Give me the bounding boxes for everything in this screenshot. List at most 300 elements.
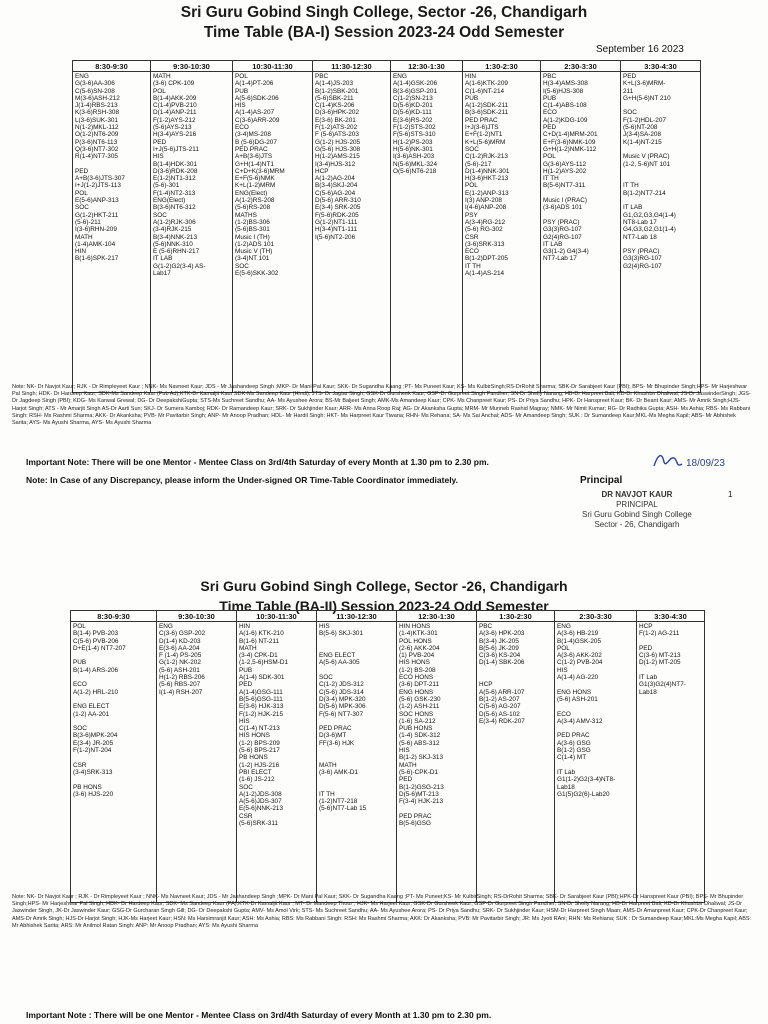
class-entry: (1-4) SDK-312 <box>399 732 441 740</box>
class-entry: E(1-2)ANP-313 <box>465 189 509 197</box>
class-entry: PUB <box>239 666 253 674</box>
class-entry: E(3-4) JR-205 <box>73 739 114 747</box>
class-entry: B(5-6)NT7-311 <box>543 182 586 190</box>
class-entry: (5-6)BS-301 <box>235 226 270 234</box>
class-entry: A(1-6) KTK-210 <box>239 630 284 638</box>
class-entry: HIN <box>465 73 477 80</box>
class-entry: PED PRAC <box>465 116 498 124</box>
class-entry: IT LAB <box>543 240 563 248</box>
class-entry: (1-2, 5-6)NT 101 <box>623 160 671 168</box>
class-entry: (5-6)-CPK-D1 <box>399 768 439 776</box>
class-entry: (5-6) ABS-312 <box>399 739 440 747</box>
class-entry: A(1-4)AS-207 <box>235 109 275 117</box>
class-entry: I+J(3-6)JTS <box>465 124 499 132</box>
class-entry: D(3-6)RDK-208 <box>153 167 198 175</box>
class-entry: POL <box>465 182 478 190</box>
class-entry <box>623 175 698 182</box>
class-entry <box>73 652 154 659</box>
signature-date: 18/09/23 <box>686 458 725 469</box>
faculty-abbreviation-note: Note: NK- Dr Navjot Kaur; RJK - Dr Rimpleyeet Kaur ; NNK- Ms Navneet Kaur; JDS - Mr Jashandeep Singh ;MKP- Dr Mani Pal Kaur; SKK- Dr Sugandha Kaang ;PT- Ms Puneet Kaur; KS- Ms KulbirSingh;RS-DrRohit Sharma; SBK-Dr Sarabjeet Kaur (PBI); BPS- Mr Bhupinder Singh;HPS- Mr Harjeshwar Pal Singh; HDK- Dr Hardeep Kaur; SDK-Ms Sandeep Kaur (Pub Ad);KTK-Dr Kamaljit Kaur SDK-Ms Sandeep Kaur (Hindi); JTS- Dr Jagtar Singh; GSK-Dr Gursheek Kaur; GSP-Dr Gurpreet Singh Pandher; SN-Dr Shelly Narang; HB-Dr Harpreet Bali; KD-Dr Khushbir Dhaliwal; JS-Dr JaswinderSingh; JGS-Dr Jagdeep Singh (PBI); KDG- Ms Kanwal Grewal; DG- Dr DeepakshiGupta; STS-Ms Suchreet Sandhu; AA- Ms Ayushee Arora; BS-Mr Baljeet Singh; AMK-Ms Amandeep Kaur; CPK- Ms Chanpreet Kaur; PS- Dr Priya Sandhu; HPK- Dr Hanspreet Kaur; BK- Dr Beant Kaur; AMS- Mr Amrik Singh;HJS-Harjot Singh; ATS - Mr Amarjit Singh AS-Dr Aarti Sun; SKJ- Dr Sumera Kamboj; RDK- Dr Ramandeep Kaur; SRK- Dr Sukhjinder Kaur; ARR- Ms Anna Roop Raj; AG- Dr Akanksha Gupta; MRM- Mr Munneb Rashid Magray; NMK- Mr Nimit Kumar; RG- Dr Radhika Gupta; ASH- Ms Ashia; RBS- Ms Rabbani Singh: RSH- Ms Rashmi Sharma; AKK- Dr Akanksha; PVB- Mr Pavitarbir Singh; ANP- Mr Anoop Pradhan; HDL- Mr Hardil Singh: HKT- Ms Harpreet Kaur Tiwana; RHN- Ms Rehana; SA- Ms Sai Anchal; ADS- Mr Amandeep Singh; SUK : Dr Sumandeep Kaur;MKL-Ms Megha Kapil; ABS- Mr Abhishek Sarita; AYS- Ms Ayushi Sharma, AYS- Ms Ayushi Sharma <box>12 384 751 427</box>
class-entry: C(1-4) MT <box>557 754 587 762</box>
class-entry: (1-4)KTK-301 <box>399 630 438 638</box>
class-entry: B(1-2)SBK-201 <box>315 87 359 95</box>
class-entry: (5-6) GSK-230 <box>399 695 441 703</box>
class-entry: 211 <box>623 87 634 95</box>
class-entry: B(5-6)GSG <box>399 820 431 828</box>
class-entry: B(1-6)SPK-217 <box>75 255 119 263</box>
class-entry <box>319 747 394 754</box>
class-entry: F(5-6)STS-310 <box>393 131 436 139</box>
class-entry: A(1-2)SDK-211 <box>465 102 509 110</box>
class-entry: E+F(5-6)NMK <box>235 175 275 183</box>
class-entry: L(3-6)SUK-301 <box>75 116 118 124</box>
class-entry: PBC <box>479 623 493 630</box>
class-entry: (1-2)BS-306 <box>235 218 270 226</box>
class-entry: (3-4)MS-208 <box>235 131 271 139</box>
class-entry: (2-6) AKK-204 <box>399 644 440 652</box>
class-entry: SOC <box>465 145 479 153</box>
class-entry: PED <box>639 644 653 652</box>
class-entry: D+E(1-4) NT7-207 <box>73 644 126 652</box>
time-slot-header: 8:30-9:30 <box>71 611 157 622</box>
class-entry: H(1-2)AYS-202 <box>543 167 587 175</box>
class-entry: A(1-2)AG-204 <box>315 175 355 183</box>
time-slot-column <box>555 622 637 903</box>
class-entry: H(3-4)AYS-216 <box>153 131 197 139</box>
class-entry: (1-2) AA-201 <box>73 710 110 718</box>
class-entry: ENG(Elect) <box>153 197 186 205</box>
class-entry: PUB <box>543 94 557 102</box>
class-entry: Lab18 <box>639 688 657 696</box>
time-slot-header: 9:30-10:30 <box>151 61 233 72</box>
class-entry: E(5-6)SKK-302 <box>235 270 279 278</box>
class-entry: H(3-4)AMS-308 <box>543 80 588 88</box>
class-entry <box>319 754 394 761</box>
time-slot-column <box>391 72 463 393</box>
class-entry: Q(3-6)NT7-302 <box>75 145 119 153</box>
class-entry: CSR <box>239 812 253 820</box>
class-entry <box>319 784 394 791</box>
class-entry: E(5-6)NNK-213 <box>239 805 284 813</box>
class-entry <box>543 212 618 219</box>
class-entry: I(1-4) RSH-207 <box>159 688 203 696</box>
class-entry <box>319 645 394 652</box>
class-entry: (3-4)NT 101 <box>235 255 270 263</box>
class-entry: PED <box>153 138 167 146</box>
time-slot-header: 3:30-4:30 <box>621 61 701 72</box>
class-entry: E+F(1-2)NT1 <box>465 131 503 139</box>
class-entry: ECO <box>557 710 571 718</box>
class-entry: HIS <box>399 747 410 755</box>
class-entry: C(1-2)RJK-213 <box>465 153 508 161</box>
class-entry <box>623 241 698 248</box>
class-entry: SOC <box>319 674 333 682</box>
class-entry <box>623 168 698 175</box>
class-entry <box>319 667 394 674</box>
class-entry: D(3-4) MPK-320 <box>319 695 366 703</box>
class-entry: (3-4)SRK-313 <box>73 768 113 776</box>
class-entry: PED PRAC <box>235 145 268 153</box>
class-entry: (5-6)SRK-311 <box>239 820 278 828</box>
class-entry: E(3-6)RS-202 <box>393 116 433 124</box>
class-entry: B(3-4)NNK-213 <box>153 233 198 241</box>
principal-stamp <box>582 490 692 530</box>
class-entry: NT7-Lab 17 <box>543 255 577 263</box>
class-entry: A(1-4)JS-203 <box>315 80 354 88</box>
class-entry: B(3-6)GSP-201 <box>393 87 438 95</box>
class-entry: IT Lab <box>557 768 576 776</box>
class-entry <box>75 161 148 168</box>
class-entry: B(1-6) NT-211 <box>239 637 280 645</box>
class-entry: PUB <box>465 94 479 102</box>
class-entry: D(5-6) MPK-306 <box>319 703 366 711</box>
class-entry: ECO <box>73 681 87 689</box>
class-entry: K(1-4)NT-215 <box>623 138 662 146</box>
class-entry <box>399 805 474 812</box>
class-entry: A(1-2)KDG-109 <box>543 116 588 124</box>
class-entry: A(3-6) AKK-202 <box>557 652 602 660</box>
class-entry: N(5-6)MKL-324 <box>393 160 438 168</box>
class-entry: E(3-6) BK-201 <box>315 116 356 124</box>
class-entry: POL <box>557 644 570 652</box>
time-slot-column <box>463 72 541 393</box>
time-slot-column <box>397 622 477 903</box>
class-entry: F(1-2) AG-211 <box>639 630 680 638</box>
time-slot-header: 2:30-3:30 <box>555 611 637 622</box>
class-entry: D(1-2) MT-205 <box>639 659 681 667</box>
class-entry: F(1-4)NT2-313 <box>153 189 196 197</box>
time-slot-header: 10:30-11:30 <box>233 61 313 72</box>
class-entry: (3-6) AMK-D1 <box>319 768 359 776</box>
class-entry <box>73 754 154 761</box>
class-entry: SOC <box>75 204 89 212</box>
class-entry: M(3-6)ASH-212 <box>75 94 120 102</box>
college-title: Sri Guru Gobind Singh College, Sector -26, Chandigarh <box>180 4 588 21</box>
class-entry <box>557 703 634 710</box>
class-entry: A(1-2)JDS-308 <box>239 790 282 798</box>
class-entry: J(1-4)RBS-213 <box>75 102 118 110</box>
class-entry: PSY (PRAC) <box>543 218 580 226</box>
class-entry: (3-6)ADS 101 <box>543 204 583 212</box>
class-entry: C(5-6) PVB-206 <box>73 637 119 645</box>
class-entry: J(3-4)SA-208 <box>623 131 662 139</box>
class-entry: ENG ELECT <box>319 652 356 660</box>
class-entry: (1-2) HJS-216 <box>239 761 280 769</box>
class-entry <box>479 674 552 681</box>
time-slot-header: 11:30-12:30 <box>317 611 397 622</box>
class-entry: A(5-6) ARR-107 <box>479 688 525 696</box>
class-entry: (5-6)RS-208 <box>235 204 271 212</box>
time-slot-column <box>313 72 391 393</box>
class-entry: E (5-6)RHN-217 <box>153 248 200 256</box>
class-entry: ENG <box>159 623 173 630</box>
class-entry: A(5-6)SDK-206 <box>235 94 279 102</box>
class-entry: B(3-6)NT6-312 <box>153 204 196 212</box>
class-entry: SOC HONS <box>399 710 434 718</box>
class-entry: ECO <box>543 109 557 117</box>
class-entry <box>73 776 154 783</box>
time-slot-column <box>621 72 701 393</box>
class-entry: FF(3-6) HJK <box>319 739 355 747</box>
class-entry: B(1-2)GSG-213 <box>399 783 444 791</box>
class-entry: A(1-4) SDK-301 <box>239 674 285 682</box>
time-slot-header: 2:30-3:30 <box>541 61 621 72</box>
class-entry: H(1-2)PS-203 <box>393 138 433 146</box>
class-entry: A(1-4)GSG-111 <box>239 688 283 696</box>
class-entry <box>319 718 394 725</box>
class-entry: NT8-Lab 17 <box>623 218 657 226</box>
timetable-subtitle: Time Table (BA-II) Session 2023-24 Odd Semester <box>219 598 549 614</box>
class-entry: (3-6) CPK-109 <box>153 80 195 88</box>
class-entry <box>73 674 154 681</box>
class-entry: (1-2) ASH-211 <box>399 703 440 711</box>
class-entry: G(1-2)G2(3-4) AS- <box>153 262 206 270</box>
class-entry: PED <box>543 124 557 132</box>
class-entry: PED <box>239 681 253 689</box>
class-entry: POL HONS <box>399 637 432 645</box>
class-entry: HIS <box>235 102 246 110</box>
class-entry: HCP <box>479 681 493 689</box>
class-entry: F (1-4) PS-205 <box>159 652 202 660</box>
class-entry: (5-6) RBS-207 <box>159 681 201 689</box>
class-entry: C(3-6)ARR-209 <box>235 116 280 124</box>
class-entry: E+F(3-6)NMK-109 <box>543 138 596 146</box>
class-entry: HIS HONS <box>239 732 270 740</box>
class-entry: C(5-6)SN-208 <box>75 87 115 95</box>
time-slot-header: 3:30-4:30 <box>637 611 705 622</box>
class-entry: ECO <box>465 248 479 256</box>
class-entry: SOC <box>73 725 87 733</box>
class-entry: IT TH <box>319 790 335 798</box>
class-entry: PBC <box>543 73 557 80</box>
class-entry: D(5-6) AS-102 <box>479 710 520 718</box>
class-entry: D(1-4) SBK-206 <box>479 659 525 667</box>
class-entry: E(3-6) HJK-313 <box>239 703 284 711</box>
class-entry: D(5-6)MT-213 <box>399 790 439 798</box>
class-entry: B(5-6) SKJ-301 <box>319 630 364 638</box>
class-entry: PED PRAC <box>557 732 590 740</box>
class-entry: K+L(3-6)MRM- <box>623 80 666 88</box>
class-entry: (5-6) ASH-201 <box>159 666 200 674</box>
class-entry <box>557 762 634 769</box>
class-entry: K+L(1-2)MRM <box>235 182 276 190</box>
class-entry: C(1-6)NT-214 <box>465 87 505 95</box>
class-entry: B(3-6)SDK-211 <box>465 109 509 117</box>
principal-label: Principal <box>580 475 623 486</box>
class-entry: A(1-2) HRL-210 <box>73 688 119 696</box>
class-entry: G(1-2) NK-202 <box>159 659 201 667</box>
class-entry: G+H(5-6)NT 210 <box>623 94 671 102</box>
class-entry: H(3-4)NT1-111 <box>315 226 358 234</box>
class-entry: C(1-4) NT-213 <box>239 725 280 733</box>
class-entry <box>639 667 702 674</box>
class-entry: (5-6) BPS-217 <box>239 747 280 755</box>
faculty-abbreviation-note: Note: NK- Dr Navjot Kaur ; RJK - Dr Rimpleyeet Kaur ; NNK- Ms Navneet Kaur; JDS - Mr Jashandeep Singh ;MPK- Dr Mani Pal Kaur; SKK- Dr Sugandha Kaang ;PT- Ms Puneet;KS- Mr KulbirSingh; RS-DrRohit Sharma; SBK- Dr Sarabjeet Kaur (PBI);HPK-Dr Hanspreet Kaur (PBI); BPS- Mr Bhupinder Singh;HPS- Mr Harjeshwar Pal Singh; HDK- Dr Hardeep Kaur; SDK- Ms Sandeep Kaur (PA);KTK-Dr Kamaljit Kaur ; MT- Dr Mandeep Thour ; HJK- Ms Harjeet Kaur; GSK-Dr Gursheek Kaur; GSP-Dr Gurpreet Singh Pandher; SN-Dr Shelly Narang; HB-Dr Harpreet Bali; KD-Dr Khushbir Dhaliwal; JS-Dr Jaswinder Singh, JK-Dr Jaswinder Kaur; GSG-Dr Gurcharan Singh Gill; DG- Dr Deepakshi Gupta; AMV- Ms Amol Virk; STS- Ms Suchreet Sandhu; AA- Ms Ayushee Arora; PS- Dr Priya Sandhu; SRK- Dr Sukhjinder Kaur; HSM-Dr Harpreet Singh Maan; AMS-Dr Amanpreet Kaur; CPK-Dr Chanpreet Kaur; AMS-Dr Amrik Singh; HJS-Dr Harjot Singh; HJK-Ms Harjeet Kaur; HSN: Ms Harsimranjit Kaur; ASH: Ms Ashia; RBS: Ms Rabbani Singh: RSH: Ms Rashmi Sharma; AKK: Dr Akanksha; PVB: Mr Pavitarbir Singh; JR: Ms Jyoti RAni; RHN: Ms Rehiana; SUK : Dr Sumandeep Kaur;MKL:Ms Megha Kapil; ABS: Mr Abhishek Sarita; ARS: Mr Anilmol Ratan Singh: ANP: Mr Anoop Pradhan; AYS: Ms Ayushi Sharma <box>12 894 752 929</box>
class-entry: R(1-4)NT7-305 <box>75 153 118 161</box>
class-entry: IT TH <box>465 262 481 270</box>
class-entry: HIS <box>319 623 330 630</box>
class-entry: B(1-4)AKK-209 <box>153 94 197 102</box>
class-entry: (5-6)NNK-310 <box>153 240 193 248</box>
class-entry: POL <box>73 623 86 630</box>
class-entry: NT7-Lab 18 <box>623 233 657 241</box>
class-entry: C+D(1-4)MRM-201 <box>543 131 598 139</box>
class-entry: B(5-6)GSG-111 <box>239 695 283 703</box>
class-entry: D(1-4)ANP-211 <box>153 109 197 117</box>
class-entry: I(4-6)ANP-208 <box>465 204 507 212</box>
class-entry: PB HONS <box>73 783 102 791</box>
principal-signature <box>650 448 740 474</box>
class-entry: A(1-4) AG-220 <box>557 674 599 682</box>
class-entry: A(1-2)RS-208 <box>235 197 275 205</box>
class-entry: B(1-2)DPT-205 <box>465 255 508 263</box>
class-entry: B(3-4) JK-205 <box>479 637 519 645</box>
class-entry: B(1-4) ARS-206 <box>73 666 119 674</box>
class-entry <box>623 197 698 204</box>
class-entry: G4,G3,G2,G1(1-4) <box>623 226 676 234</box>
class-entry: G(5-6) HJS-308 <box>315 145 361 153</box>
class-entry: (3-6) HJS-220 <box>73 790 114 798</box>
class-entry: (5-6) ASH-201 <box>557 695 598 703</box>
class-entry: G+H(1-2)NMK-112 <box>543 145 597 153</box>
time-slot-header: 1:30-2:30 <box>463 61 541 72</box>
class-entry: ECO <box>235 124 249 132</box>
class-entry: (5-6)-301 <box>153 182 180 190</box>
class-entry: A(1-2)RJK-306 <box>153 218 196 226</box>
class-entry: B(3-6)MPK-204 <box>73 732 118 740</box>
class-entry: D(5-6)KD-201 <box>393 102 433 110</box>
class-entry: HIS <box>239 717 250 725</box>
class-entry: PUB <box>235 87 249 95</box>
class-entry: Music V (TH) <box>235 248 273 256</box>
class-entry: O(1-2)NT6-209 <box>75 131 119 139</box>
time-slot-header: 11:30-12:30 <box>313 61 391 72</box>
class-entry: PB HONS <box>239 754 268 762</box>
class-entry: G(1-2)NT1-111 <box>315 218 358 226</box>
class-entry: F(1-2)STS-202 <box>393 124 436 132</box>
class-entry: B(1-4) PVB-203 <box>73 630 119 638</box>
class-entry: Music I (TH) <box>235 233 270 241</box>
class-entry: G1(1-2)G2(3-4)NT8- <box>557 776 616 784</box>
timetable-ba2 <box>70 610 705 903</box>
class-entry: POL <box>543 153 556 161</box>
class-entry: K(3-6)RSH-308 <box>75 109 120 117</box>
class-entry: B(1-2) SKJ-313 <box>399 754 444 762</box>
class-entry: Music V (PRAC) <box>623 153 670 161</box>
class-entry: (1-2) BPS-209 <box>239 739 280 747</box>
time-slot-column <box>151 72 233 393</box>
time-slot-column <box>237 622 317 903</box>
class-entry: ENG(Elect) <box>235 189 268 197</box>
class-entry: SOC <box>153 211 167 219</box>
class-entry <box>73 696 154 703</box>
class-entry <box>557 725 634 732</box>
page-number: 1 <box>728 490 733 499</box>
class-entry: IT TH <box>623 182 639 190</box>
class-entry: (1-6) JS-212 <box>239 776 275 784</box>
class-entry: A(3-6) HPK-203 <box>479 630 525 638</box>
class-entry: N(1-2)MKL-112 <box>75 124 119 132</box>
class-entry: PED PRAC <box>319 725 352 733</box>
class-entry: ECO HONS <box>399 674 434 682</box>
time-slot-header: 8:30-9:30 <box>73 61 151 72</box>
class-entry <box>479 667 552 674</box>
class-entry: K+L(5-6)MRM <box>465 138 506 146</box>
class-entry: (1-2,5-6)HSM-D1 <box>239 659 289 667</box>
class-entry: B(1-4)GSK-205 <box>557 637 602 645</box>
class-entry: (3-6)SRK-313 <box>465 240 505 248</box>
class-entry: HCP <box>639 623 653 630</box>
class-entry: G(3-6)AA-306 <box>75 80 115 88</box>
class-entry: A(1-4)PT-206 <box>235 80 274 88</box>
class-entry <box>319 638 394 645</box>
class-entry: G(1-2) HJS-205 <box>315 138 361 146</box>
class-entry <box>73 718 154 725</box>
class-entry: A(3-6) HB-219 <box>557 630 599 638</box>
class-entry: C(1-2) JDS-312 <box>319 681 364 689</box>
class-entry: (5-6)-217 <box>465 160 492 168</box>
class-entry: F(5-6) NT7-307 <box>319 710 364 718</box>
class-entry: (1-4)AMK-104 <box>75 240 116 248</box>
class-entry: POL <box>235 73 248 80</box>
class-entry: MATH <box>239 644 257 652</box>
class-entry: G1(3)G2(4)NT7- <box>639 681 686 689</box>
class-entry: A(5-6) AA-305 <box>319 659 360 667</box>
class-entry: I(5-6)NT2-206 <box>315 233 356 241</box>
class-entry: E(5-6)ANP-313 <box>75 197 119 205</box>
class-entry: ENG HONS <box>557 688 592 696</box>
class-entry: PED <box>623 73 637 80</box>
class-entry: D(3-6)HPK-202 <box>315 109 360 117</box>
class-entry <box>639 638 702 645</box>
class-entry: C(5-6)AG-204 <box>315 189 356 197</box>
class-entry: SOC <box>623 109 637 117</box>
class-entry: (1-2)NT7-218 <box>319 798 358 806</box>
class-entry <box>623 146 698 153</box>
time-slot-header: 1:30-2:30 <box>477 611 555 622</box>
class-entry: PSY (PRAC) <box>623 248 660 256</box>
class-entry: MATH <box>399 761 417 769</box>
class-entry: H(5-6)NK-301 <box>393 145 433 153</box>
class-entry: A(5-6)JDS-307 <box>239 798 282 806</box>
time-slot-header: 10:30-11:30 <box>237 611 317 622</box>
class-entry: C(1-4)KS-206 <box>315 102 355 110</box>
class-entry: ENG <box>393 73 407 80</box>
stamp-name: DR NAVJOT KAUR <box>601 490 673 499</box>
class-entry: G2(4)RG-107 <box>543 233 582 241</box>
class-entry: B(5-6) JK-209 <box>479 644 519 652</box>
class-entry: P(3-6)NT6-113 <box>75 138 118 146</box>
class-entry: G+H(1-4)NT1 <box>235 160 274 168</box>
stamp-title: PRINCIPAL <box>616 500 658 509</box>
class-entry: (1-6) SA-212 <box>399 717 436 725</box>
class-entry: IT LAB <box>623 204 643 212</box>
class-entry: H(3-6)HKT-213 <box>465 175 509 183</box>
class-entry: A(3-6) GSG <box>557 739 591 747</box>
class-entry: HIS <box>557 666 568 674</box>
class-entry: CSR <box>465 233 479 241</box>
class-entry: SOC <box>239 783 253 791</box>
class-entry: Lab17 <box>153 270 171 278</box>
class-entry <box>319 776 394 783</box>
class-entry: MATH <box>319 761 337 769</box>
class-entry: (3-6) DPT-211 <box>399 681 440 689</box>
class-entry: C(1-2) PVB-204 <box>557 659 603 667</box>
class-entry: F(5-6)RDK-205 <box>315 211 359 219</box>
class-entry: A+B(3-6)JTS <box>235 153 273 161</box>
college-title: Sri Guru Gobind Singh College, Sector -26, Chandigarh <box>200 578 568 594</box>
class-entry: G3(3)RG-107 <box>543 226 582 234</box>
